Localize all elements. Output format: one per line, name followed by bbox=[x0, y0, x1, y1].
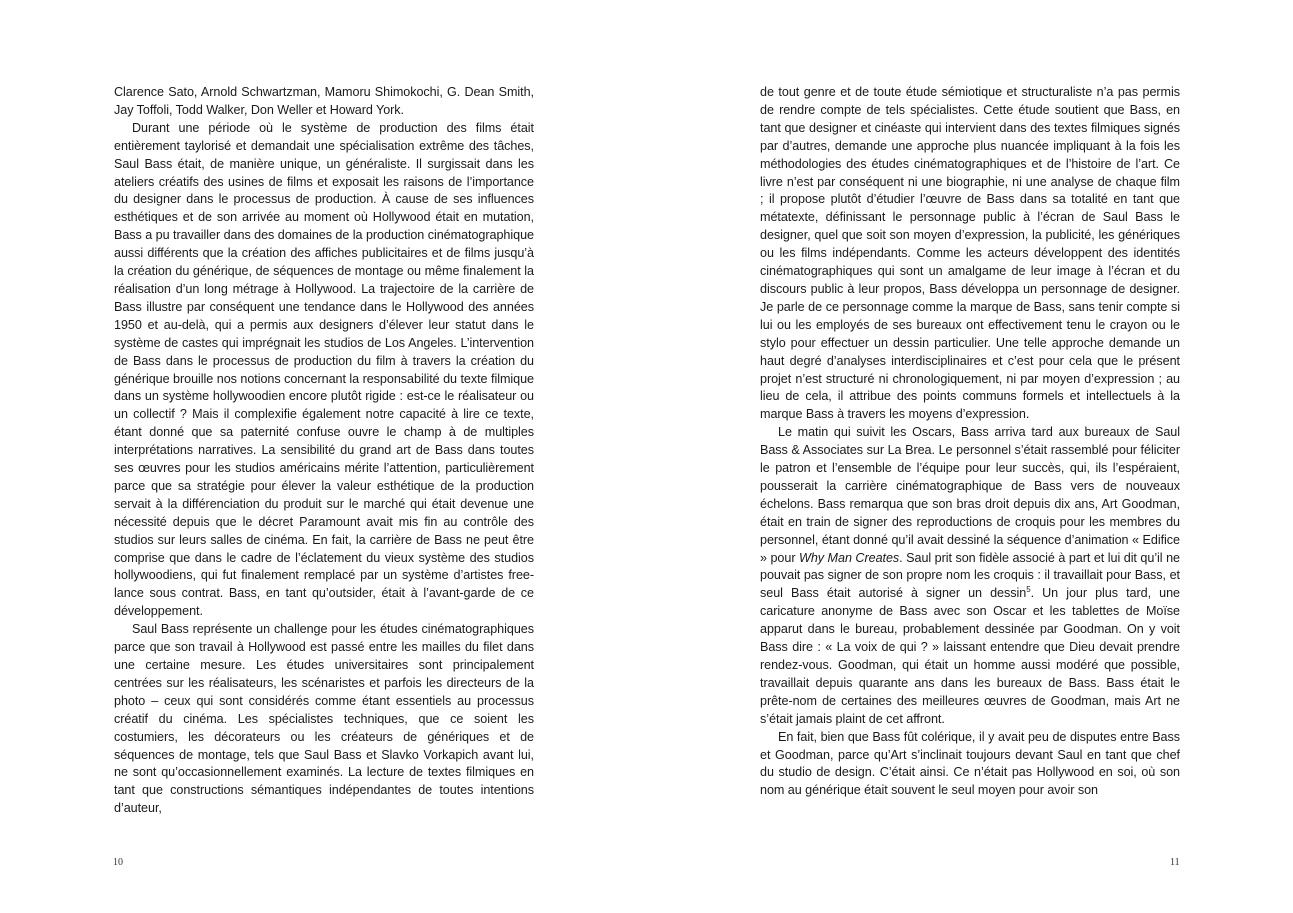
paragraph: de tout genre et de toute étude sémiotique et structuraliste n’a pas permis de rendre compte de tels spécialistes. Cette étude soutient que Bass, en tant que designer et cinéaste qui intervient dans des textes filmiques signés par d’autres, demande une approche plus nuancée impliquant à la fois les méthodologies des études cinématographiques et de l’histoire de l’art. Ce livre n’est par conséquent ni une biographie, ni une analyse de chaque film ; il propose plutôt d’étudier l’œuvre de Bass dans sa totalité en tant que métatexte, définissant le personnage public à l’écran de Saul Bass le designer, quel que soit son moyen d’expression, la publicité, les génériques ou les films indépendants. Comme les acteurs développent des identités cinématographiques qui sont un amalgame de leur image à l’écran et du discours public à leur propos, Bass développa un personnage de designer. Je parle de ce personnage comme la marque de Bass, sans tenir compte si lui ou les employés de ses bureaux ont effectivement tenu le crayon ou le stylo pour effectuer un dessin particulier. Une telle approche demande un haut degré d’analyses interdisciplinaires et c’est pour cela que le présent projet n’est structuré ni chronologiquement, ni par moyen d’expression ; au lieu de cela, il attribue des points communs formels et intellectuels à la marque Bass à travers les moyens d’expression. bbox=[760, 85, 1180, 422]
paragraph: Durant une période où le système de production des films était entièrement taylorisé et demandait une spécialisation extrême des tâches, Saul Bass était, de manière unique, un généraliste. Il surgissait dans les ateliers créatifs des usines de films et exposait les raisons de l’importance du designer dans le processus de production. À cause de ses influences esthétiques et de son arrivée au moment où Hollywood était en mutation, Bass a pu travailler dans des domaines de la production cinématographique aussi différents que la création des affiches publicitaires et de films jusqu’à la création du générique, de séquences de montage ou même finalement la réalisation d’un long métrage à Hollywood. La trajectoire de la carrière de Bass illustre par conséquent une tendance dans le Hollywood des années 1950 et au-delà, qui a permis aux designers d’élever leur statut dans le système de castes qui imprégnait les studios de Los Angeles. L’intervention de Bass dans le processus de production du film à travers la création du générique brouille nos notions concernant la responsabilité du texte filmique dans un système hollywoodien encore plutôt rigide : est-ce le réalisateur ou un collectif ? Mais il complexifie également notre capacité à lire ce texte, étant donné que sa paternité confuse ouvre le champ à de multiples interprétations narratives. La sensibilité du grand art de Bass dans toutes ses œuvres pour les studios américains mérite l’attention, particulièrement parce que sa stratégie pour élever la valeur esthétique de la production servait à la différenciation du produit sur le marché qui était devenue une nécessité depuis que le décret Paramount avait mis fin au contrôle des studios sur leurs salles de cinéma. En fait, la carrière de Bass ne peut être comprise que dans le cadre de l’éclatement du vieux système des studios hollywoodiens, qui fut finalement remplacé par un système d’artistes free-lance sous contrat. Bass, en tant qu’outsider, était à l’avant-garde de ce développement. bbox=[114, 120, 534, 619]
film-title: Why Man Creates bbox=[799, 550, 900, 565]
paragraph: Clarence Sato, Arnold Schwartzman, Mamoru Shimokochi, G. Dean Smith, Jay Toffoli, Todd Walker, Don Weller et Howard York. bbox=[114, 85, 534, 117]
right-page-text bbox=[760, 84, 1180, 800]
paragraph-text: . Un jour plus tard, une caricature anonyme de Bass avec son Oscar et les tablettes de Moïse apparut dans le bureau, probablement dessinée par Goodman. On y voit Bass dire : « La voix de qui ? » laissant entendre que Dieu devait prendre rendez-vous. Goodman, qui était un homme aussi modéré que possible, travaillait depuis quarante ans dans les bureaux de Bass. Bass était le prête-nom de certaines des meilleures œuvres de Goodman, mais Art ne s’était jamais plaint de cet affront. bbox=[760, 586, 1180, 726]
left-page-text bbox=[114, 84, 534, 818]
paragraph: En fait, bien que Bass fût colérique, il y avait peu de disputes entre Bass et Goodman, parce qu’Art s’inclinait toujours devant Saul en tant que chef du studio de design. C’était ainsi. Ce n’était pas Hollywood en soi, où son nom au générique était souvent le seul moyen pour avoir son bbox=[760, 729, 1180, 798]
page-number-right: 11 bbox=[1170, 857, 1180, 868]
paragraph-text: . Saul prit son fidèle associé à part et lui dit qu’il ne pouvait pas signer de son propre nom les croquis : il travaillait pour Bass, et seul Bass était autorisé à signer un dessin bbox=[760, 550, 1180, 601]
paragraph bbox=[760, 424, 1180, 728]
paragraph-text: Le matin qui suivit les Oscars, Bass arriva tard aux bureaux de Saul Bass & Associates sur La Brea. Le personnel s’était rassemblé pour féliciter le patron et l’ensemble de l’équipe pour leur succès, qui, ils l’espéraient, pousserait la carrière cinématographique de Bass vers de nouveaux échelons. Bass remarqua que son bras droit depuis dix ans, Art Goodman, était en train de signer des reproductions de croquis pour les membres du personnel, étant donné qu’il avait dessiné la séquence d’animation « Edifice » pour bbox=[760, 425, 1180, 565]
page-number-left: 10 bbox=[113, 857, 123, 868]
footnote-reference[interactable]: 5 bbox=[1026, 585, 1031, 595]
paragraph: Saul Bass représente un challenge pour les études cinématographiques parce que son travail à Hollywood est passé entre les mailles du filet dans une certaine mesure. Les études universitaires sont principalement centrées sur les réalisateurs, les scénaristes et parfois les directeurs de la photo – ceux qui sont considérés comme étant essentiels au processus créatif du cinéma. Les spécialistes techniques, que ce soient les costumiers, les décorateurs ou les créateurs de génériques et de séquences de montage, tels que Saul Bass et Slavko Vorkapich avant lui, ne sont qu’occasionnellement examinés. La lecture de textes filmiques en tant que constructions sémantiques indépendantes de toutes intentions d’auteur, bbox=[114, 622, 534, 816]
